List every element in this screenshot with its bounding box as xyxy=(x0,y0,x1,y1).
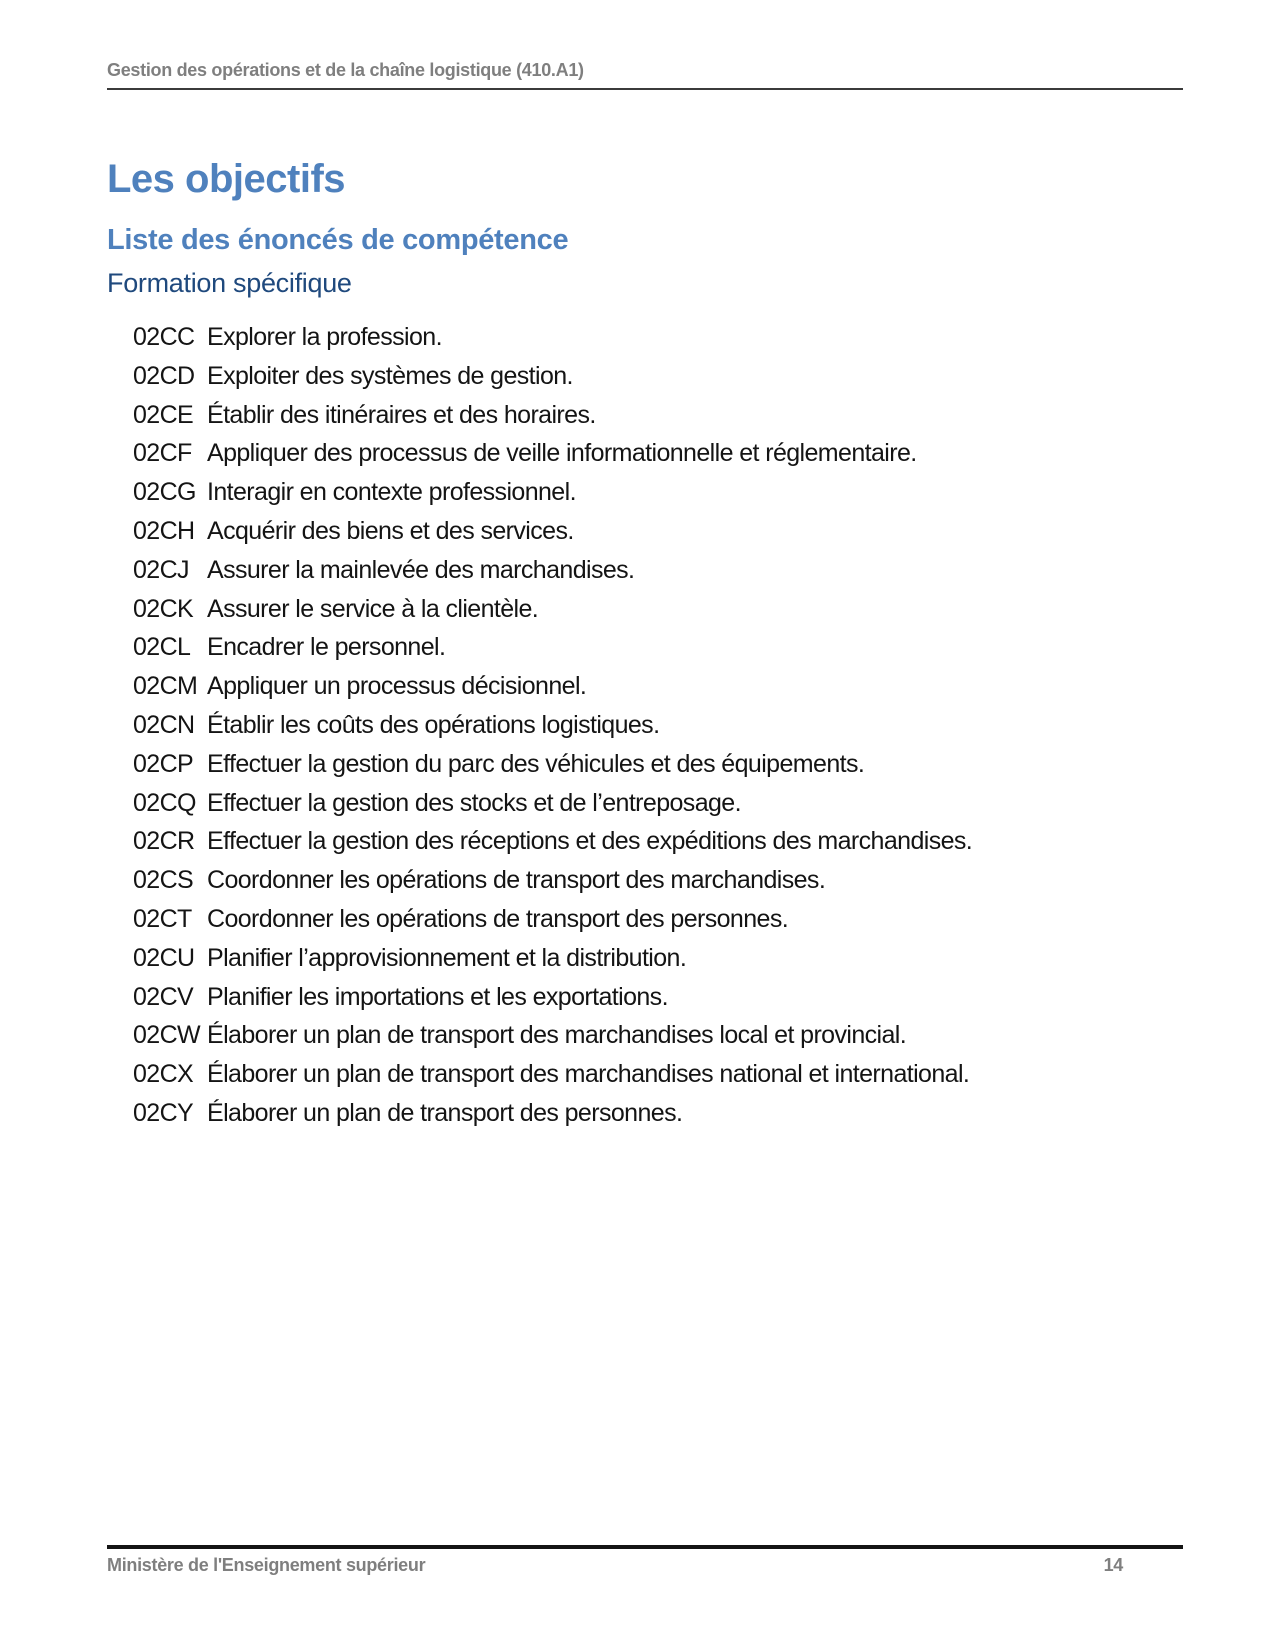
competency-code: 02CL xyxy=(133,633,191,662)
competency-row xyxy=(133,590,1133,629)
competency-code: 02CH xyxy=(133,516,195,545)
header-title: Gestion des opérations et de la chaîne logistique (410.A1) xyxy=(107,60,584,80)
competency-label: Établir les coûts des opérations logistiques. xyxy=(207,710,660,739)
competency-label: Interagir en contexte professionnel. xyxy=(207,478,576,507)
competency-code: 02CV xyxy=(133,982,194,1011)
header xyxy=(107,60,1183,90)
competency-row xyxy=(133,667,1133,706)
competency-code: 02CR xyxy=(133,827,195,856)
competency-row xyxy=(133,745,1133,784)
competency-code: 02CY xyxy=(133,1098,194,1127)
competency-code: 02CQ xyxy=(133,788,196,817)
subtitle: Liste des énoncés de compétence xyxy=(107,224,569,257)
footer xyxy=(107,1545,1183,1576)
competency-label: Effectuer la gestion des réceptions et des expéditions des marchandises. xyxy=(207,827,973,856)
competency-row xyxy=(133,784,1133,823)
competency-code: 02CX xyxy=(133,1060,194,1089)
competency-label: Appliquer des processus de veille informationnelle et réglementaire. xyxy=(207,439,917,468)
competency-row xyxy=(133,628,1133,667)
competency-row xyxy=(133,900,1133,939)
competency-label: Assurer la mainlevée des marchandises. xyxy=(207,555,635,584)
page-number: 14 xyxy=(1103,1555,1123,1575)
competency-code: 02CF xyxy=(133,439,192,468)
competency-row xyxy=(133,939,1133,978)
competency-code: 02CG xyxy=(133,478,196,507)
competency-label: Acquérir des biens et des services. xyxy=(207,516,574,545)
competency-label: Élaborer un plan de transport des marchandises national et international. xyxy=(207,1060,970,1089)
competency-row xyxy=(133,1055,1133,1094)
competency-row xyxy=(133,318,1133,357)
competency-code: 02CS xyxy=(133,866,194,895)
competency-label: Coordonner les opérations de transport des personnes. xyxy=(207,904,789,933)
competency-code: 02CD xyxy=(133,361,195,390)
competency-row xyxy=(133,512,1133,551)
competency-row xyxy=(133,822,1133,861)
competency-label: Planifier les importations et les exportations. xyxy=(207,982,668,1011)
competency-label: Explorer la profession. xyxy=(207,323,442,351)
competency-code: 02CE xyxy=(133,400,194,429)
competency-label: Encadrer le personnel. xyxy=(207,633,446,662)
competency-code: 02CW xyxy=(133,1021,201,1050)
competency-label: Appliquer un processus décisionnel. xyxy=(207,672,587,701)
competency-row xyxy=(133,978,1133,1017)
competency-row xyxy=(133,357,1133,396)
competency-row xyxy=(133,706,1133,745)
competency-label: Élaborer un plan de transport des marchandises local et provincial. xyxy=(207,1021,907,1050)
competency-label: Assurer le service à la clientèle. xyxy=(207,594,539,623)
competency-row xyxy=(133,396,1133,435)
competency-code: 02CT xyxy=(133,904,192,933)
competency-row xyxy=(133,434,1133,473)
competency-row xyxy=(133,473,1133,512)
competency-label: Exploiter des systèmes de gestion. xyxy=(207,361,573,390)
competency-row xyxy=(133,1094,1133,1133)
competency-row xyxy=(133,861,1133,900)
competency-code: 02CN xyxy=(133,710,195,739)
competency-label: Coordonner les opérations de transport des marchandises. xyxy=(207,866,826,895)
competency-code: 02CU xyxy=(133,943,195,972)
competency-label: Effectuer la gestion du parc des véhicules et des équipements. xyxy=(207,749,865,778)
competency-row xyxy=(133,1016,1133,1055)
competency-code: 02CK xyxy=(133,594,194,623)
competency-row xyxy=(133,551,1133,590)
competency-label: Effectuer la gestion des stocks et de l’entreposage. xyxy=(207,788,741,817)
competency-code: 02CP xyxy=(133,749,194,778)
footer-text: Ministère de l'Enseignement supérieur xyxy=(107,1555,426,1575)
competency-code: 02CM xyxy=(133,672,198,701)
competency-label: Planifier l’approvisionnement et la distribution. xyxy=(207,943,687,972)
page-title: Les objectifs xyxy=(107,156,346,201)
competency-code: 02CC xyxy=(133,323,195,351)
competency-label: Établir des itinéraires et des horaires. xyxy=(207,400,596,429)
competency-list xyxy=(133,318,1133,1133)
competency-label: Élaborer un plan de transport des personnes. xyxy=(207,1098,683,1127)
competency-code: 02CJ xyxy=(133,555,189,584)
section-heading: Formation spécifique xyxy=(107,268,352,298)
